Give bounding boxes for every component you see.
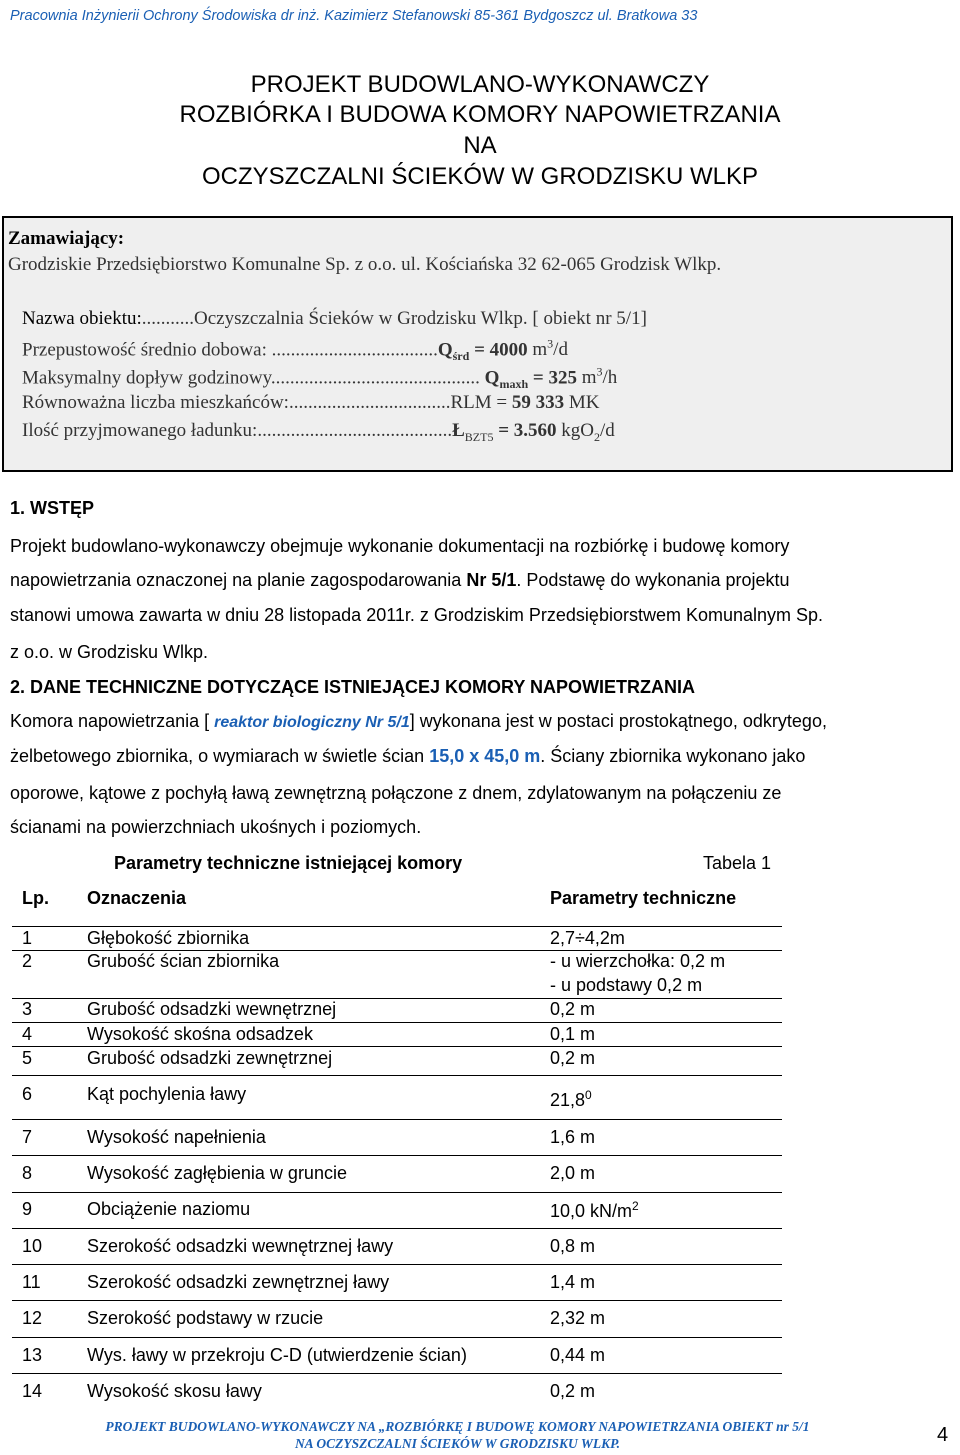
rlm-unit: MK bbox=[568, 392, 600, 413]
flow-symbol: Q bbox=[437, 339, 453, 361]
flow-dots: ................................... bbox=[271, 339, 438, 361]
flow-value: = 4000 bbox=[474, 339, 528, 361]
load-value: = 3.560 bbox=[498, 420, 557, 441]
title-line-1: PROJEKT BUDOWLANO-WYKONAWCZY bbox=[250, 71, 710, 98]
table-rule bbox=[12, 1046, 782, 1047]
section1-heading: 1. WSTĘP bbox=[10, 498, 95, 518]
table-rule bbox=[12, 1155, 782, 1156]
flow-unit: $m^3/d$ bbox=[532, 337, 568, 361]
header-name: Oznaczenia bbox=[87, 888, 187, 908]
title-line-2: ROZBIÓRKA I BUDOWA KOMORY NAPOWIETRZANIA bbox=[179, 101, 781, 128]
load-label: Ilość przyjmowanego ładunku: bbox=[22, 420, 258, 441]
table-number: Tabela 1 bbox=[703, 853, 772, 873]
section1-line-3: stanowi umowa zawarta w dniu 28 listopada 2011r. z Grodziskim Przedsiębiorstwem Komunalnym Sp. bbox=[10, 605, 824, 625]
object-name-row bbox=[22, 308, 647, 330]
table-rule bbox=[12, 1075, 782, 1076]
max-flow-row bbox=[22, 365, 617, 392]
load-sub: BZT5 bbox=[464, 429, 494, 444]
table-rule bbox=[12, 1300, 782, 1301]
footer-line-1: PROJEKT BUDOWLANO-WYKONAWCZY NA „ROZBIÓRKĘ I BUDOWĘ KOMORY NAPOWIETRZANIA OBIEKT nr 5/1 bbox=[105, 1419, 810, 1434]
section2-line-1: Komora napowietrzania [ reaktor biologiczny Nr 5/1] wykonana jest w postaci prostokątnego, odkrytego, bbox=[10, 711, 827, 731]
rlm-number: 59 333 bbox=[511, 392, 565, 413]
load-symbol: Ł bbox=[452, 420, 465, 441]
table-rule bbox=[12, 1373, 782, 1374]
max-unit: $m^3/h$ bbox=[581, 365, 618, 389]
flow-sub: śrd bbox=[452, 349, 470, 364]
table-rule bbox=[12, 1192, 782, 1193]
header-params: Parametry techniczne bbox=[550, 888, 737, 908]
page-number: 4 bbox=[937, 1424, 949, 1446]
max-symbol: Q bbox=[484, 367, 500, 389]
section2-heading: 2. DANE TECHNICZNE DOTYCZĄCE ISTNIEJĄCEJ KOMORY NAPOWIETRZANIA bbox=[10, 677, 696, 697]
max-sub: maxh bbox=[499, 377, 529, 392]
max-value: = 325 bbox=[532, 367, 577, 389]
table-caption: Parametry techniczne istniejącej komory bbox=[114, 853, 463, 873]
title-line-3: NA bbox=[463, 132, 497, 159]
rlm-label: Równoważna liczba mieszkańców: bbox=[22, 392, 289, 413]
section2-line-4: ścianami na powierzchniach ukośnych i poziomych. bbox=[10, 817, 422, 837]
section2-line-3: oporowe, kątowe z pochyłą ławą zewnętrzną połączone z dnem, zdylatowanym na połączeniu ze bbox=[10, 783, 782, 803]
table-rule bbox=[12, 1228, 782, 1229]
max-dots: ............................................ bbox=[270, 367, 480, 389]
table-rule bbox=[12, 1264, 782, 1265]
rlm-row bbox=[22, 392, 599, 414]
rlm-dots: .................................. bbox=[288, 392, 451, 413]
table-rule bbox=[12, 1337, 782, 1338]
table-rule bbox=[12, 1022, 782, 1023]
plan-number: Nr 5/1 bbox=[466, 570, 517, 590]
table-rule bbox=[12, 926, 782, 927]
title-line-4: OCZYSZCZALNI ŚCIEKÓW W GRODZISKU WLKP bbox=[201, 163, 759, 190]
client-label: Zamawiający: bbox=[8, 228, 125, 249]
reactor-label: reaktor biologiczny Nr 5/1 bbox=[214, 714, 410, 731]
flow-label: Przepustowość średnio dobowa: bbox=[22, 339, 267, 361]
page-header: Pracownia Inżynierii Ochrony Środowiska dr inż. Kazimierz Stefanowski 85-361 Bydgoszcz ul. Bratkowa 33 bbox=[10, 8, 698, 24]
rlm-value: RLM = bbox=[450, 392, 512, 413]
header-lp: Lp. bbox=[22, 888, 49, 908]
load-unit: kgO$_2$/d bbox=[561, 420, 615, 444]
section2-line-2: żelbetowego zbiornika, o wymiarach w świetle ścian 15,0 x 45,0 m. Ściany zbiornika wykonano jako bbox=[10, 746, 806, 766]
max-label: Maksymalny dopływ godzinowy bbox=[22, 367, 271, 389]
load-dots: ......................................... bbox=[257, 420, 453, 441]
section1-line-4: z o.o. w Grodzisku Wlkp. bbox=[10, 642, 209, 662]
section1-line-2: napowietrzania oznaczonej na planie zagospodarowania Nr 5/1. Podstawę do wykonania projektu bbox=[10, 570, 790, 590]
table-rule bbox=[12, 1119, 782, 1120]
section1-line-1: Projekt budowlano-wykonawczy obejmuje wykonanie dokumentacji na rozbiórkę i budowę komory bbox=[10, 536, 790, 556]
load-row bbox=[22, 420, 615, 445]
object-name-label: Nazwa obiektu: bbox=[22, 308, 142, 329]
client-address: Grodziskie Przedsiębiorstwo Komunalne Sp. z o.o. ul. Kościańska 32 62-065 Grodzisk Wlkp. bbox=[8, 254, 722, 275]
object-name-value: ...........Oczyszczalnia Ścieków w Grodzisku Wlkp. [ obiekt nr 5/1] bbox=[141, 308, 647, 329]
footer-line-2: NA OCZYSZCZALNI ŚCIEKÓW W GRODZISKU WLKP. bbox=[294, 1436, 621, 1451]
flow-row bbox=[22, 337, 568, 364]
dimensions: 15,0 x 45,0 m bbox=[429, 746, 541, 766]
